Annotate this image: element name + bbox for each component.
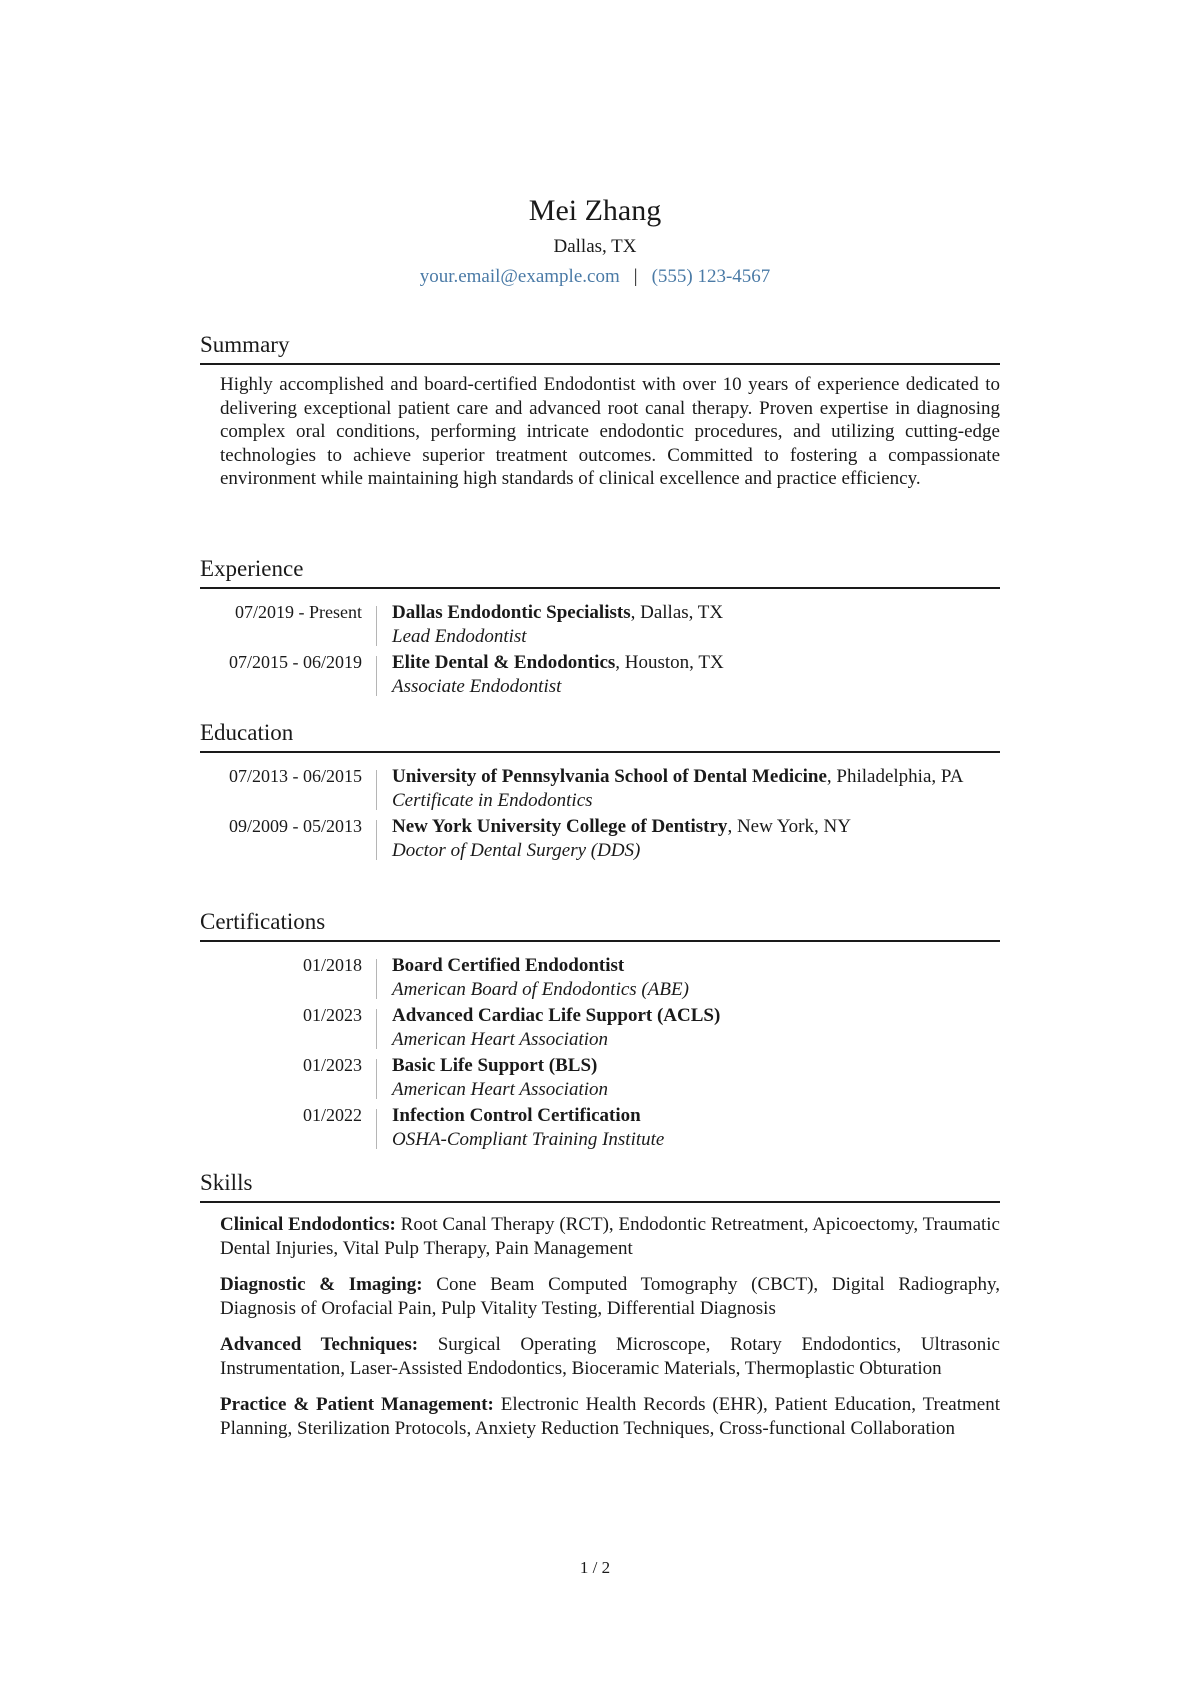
- section-title-summary: Summary: [200, 330, 1000, 365]
- certification-name: Board Certified Endodontist: [392, 955, 625, 976]
- section-title-education: Education: [200, 718, 1000, 753]
- email-link[interactable]: your.email@example.com: [419, 266, 620, 287]
- summary-text: Highly accomplished and board-certified Endodontist with over 10 years of experience dedicated to delivering exceptional patient care and advanced root canal therapy. Proven expertise in diagnosing complex oral conditions, performing intricate endodontic procedures, and utilizing cutting-edge technologies to achieve superior treatment outcomes. Committed to fostering a compassionate environment while maintaining high standards of clinical excellence and practice efficiency.: [220, 374, 1000, 489]
- section-title-certifications: Certifications: [200, 907, 1000, 942]
- experience-section: [200, 554, 1000, 701]
- entry-body: [377, 651, 1000, 698]
- entry-place: , Houston, TX: [615, 652, 724, 673]
- entry-organization: New York University College of Dentistry: [392, 816, 728, 837]
- entry-organization: Dallas Endodontic Specialists: [392, 602, 631, 623]
- summary-section: [200, 330, 1000, 491]
- entry-body: [377, 1104, 1000, 1151]
- section-title-experience: Experience: [200, 554, 1000, 589]
- certifications-section: [200, 907, 1000, 1154]
- experience-entry: [200, 651, 1000, 698]
- entry-body: [377, 1054, 1000, 1101]
- certification-name: Basic Life Support (BLS): [392, 1055, 598, 1076]
- skills-list: [220, 1213, 1000, 1440]
- contact-separator: |: [633, 266, 638, 287]
- education-entry: [200, 815, 1000, 862]
- entry-place: , Philadelphia, PA: [826, 766, 964, 787]
- entry-date: 07/2019 - Present: [235, 602, 362, 622]
- skill-category: Practice & Patient Management:: [220, 1394, 494, 1415]
- entry-place: , Dallas, TX: [630, 602, 724, 623]
- certification-issuer: American Heart Association: [392, 1028, 609, 1050]
- skill-item: [220, 1273, 1000, 1320]
- entry-body: [377, 815, 1000, 862]
- certification-issuer: American Heart Association: [392, 1078, 609, 1100]
- section-title-skills: Skills: [200, 1168, 1000, 1203]
- certifications-list: [200, 954, 1000, 1151]
- entry-role: Lead Endodontist: [392, 625, 527, 647]
- experience-list: [200, 601, 1000, 698]
- certification-entry: [200, 1004, 1000, 1051]
- entry-role: Associate Endodontist: [392, 675, 562, 697]
- entry-date: 07/2015 - 06/2019: [229, 652, 362, 672]
- skill-category: Diagnostic & Imaging:: [220, 1274, 423, 1295]
- certification-entry: [200, 1054, 1000, 1101]
- entry-date: 01/2023: [302, 1005, 362, 1025]
- entry-organization: University of Pennsylvania School of Dental Medicine: [392, 766, 827, 787]
- certification-issuer: OSHA-Compliant Training Institute: [392, 1128, 665, 1150]
- entry-date: 07/2013 - 06/2015: [229, 766, 362, 786]
- skill-details: Surgical Operating Microscope, Rotary Endodontics, Ultrasonic Instrumentation, Laser-Assisted Endodontics, Bioceramic Materials, Thermoplastic Obturation: [220, 1334, 1000, 1379]
- certification-issuer: American Board of Endodontics (ABE): [392, 978, 689, 1000]
- entry-body: [377, 601, 1000, 648]
- education-section: [200, 718, 1000, 865]
- skill-details: Electronic Health Records (EHR), Patient Education, Treatment Planning, Sterilization Protocols, Anxiety Reduction Techniques, Cross-functional Collaboration: [220, 1394, 1000, 1439]
- phone-link[interactable]: (555) 123-4567: [651, 266, 771, 287]
- entry-organization: Elite Dental & Endodontics: [392, 652, 616, 673]
- skill-item: [220, 1393, 1000, 1440]
- candidate-location: Dallas, TX: [553, 236, 637, 257]
- entry-role: Doctor of Dental Surgery (DDS): [392, 839, 641, 861]
- experience-entry: [200, 601, 1000, 648]
- entry-date: 01/2022: [302, 1105, 362, 1125]
- entry-body: [377, 1004, 1000, 1051]
- entry-date: 01/2023: [302, 1055, 362, 1075]
- skill-details: Root Canal Therapy (RCT), Endodontic Retreatment, Apicoectomy, Traumatic Dental Injuries, Vital Pulp Therapy, Pain Management: [220, 1214, 1000, 1259]
- skills-section: [200, 1168, 1000, 1453]
- certification-entry: [200, 1104, 1000, 1151]
- page-number: 1 / 2: [579, 1558, 611, 1577]
- skill-details: Cone Beam Computed Tomography (CBCT), Digital Radiography, Diagnosis of Orofacial Pain, Pulp Vitality Testing, Differential Diagnosis: [220, 1274, 1000, 1319]
- entry-date: 09/2009 - 05/2013: [229, 816, 362, 836]
- contact-line: [0, 264, 1190, 290]
- education-list: [200, 765, 1000, 862]
- education-entry: [200, 765, 1000, 812]
- skill-category: Advanced Techniques:: [220, 1334, 419, 1355]
- resume-header: [0, 192, 1190, 290]
- skill-item: [220, 1213, 1000, 1260]
- entry-body: [377, 765, 1000, 812]
- certification-entry: [200, 954, 1000, 1001]
- certification-name: Advanced Cardiac Life Support (ACLS): [392, 1005, 721, 1026]
- skill-item: [220, 1333, 1000, 1380]
- certification-name: Infection Control Certification: [392, 1105, 641, 1126]
- entry-date: 01/2018: [302, 955, 362, 975]
- entry-place: , New York, NY: [727, 816, 851, 837]
- entry-role: Certificate in Endodontics: [392, 789, 593, 811]
- skill-category: Clinical Endodontics:: [220, 1214, 396, 1235]
- entry-body: [377, 954, 1000, 1001]
- candidate-name: Mei Zhang: [528, 194, 662, 227]
